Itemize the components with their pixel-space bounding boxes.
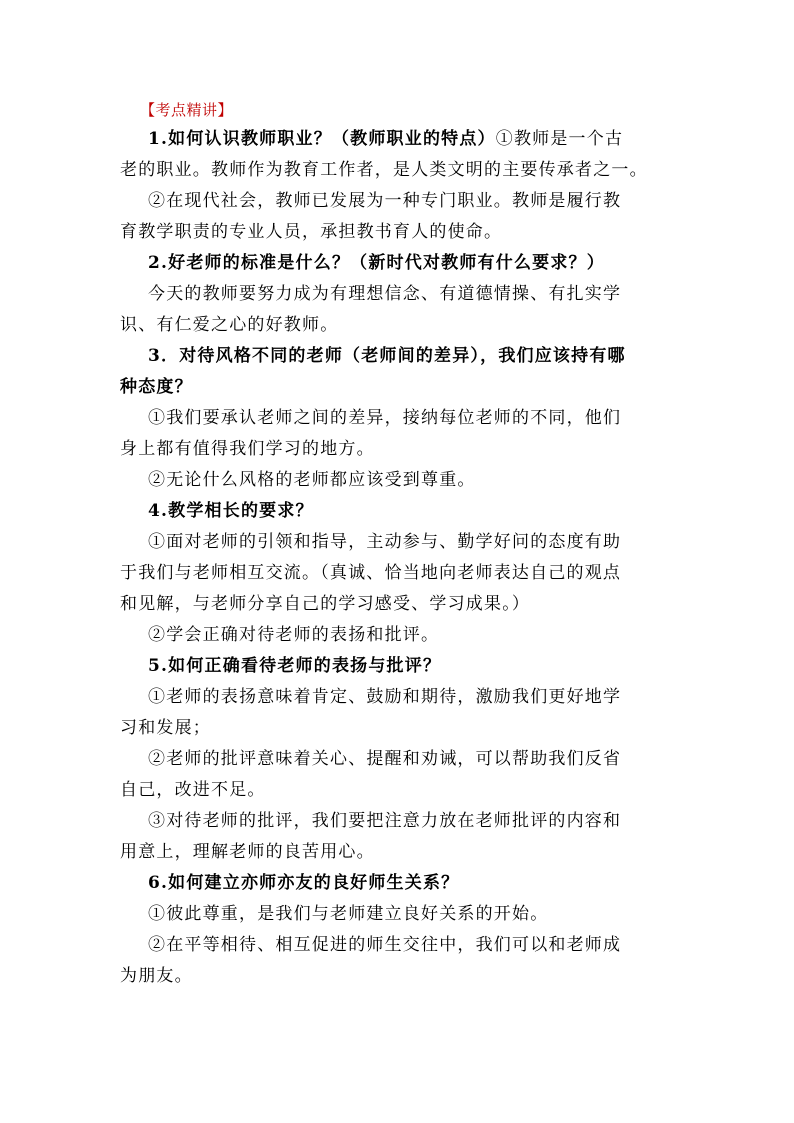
q5-answer-1-cont: 习和发展； [120,718,211,738]
q3-answer-2: ②无论什么风格的老师都应该受到尊重。 [148,470,476,490]
q3-answer-1: ①我们要承认老师之间的差异，接纳每位老师的不同，他们 [148,408,622,428]
q5-answer-1: ①老师的表扬意味着肯定、鼓励和期待，激励我们更好地学 [148,687,622,707]
document-body [120,96,680,992]
q2-title: 2.好老师的标准是什么？（新时代对教师有什么要求？） [148,253,605,273]
q6-answer-2-cont: 为朋友。 [120,966,193,986]
q1-answer-1-cont: 老的职业。教师作为教育工作者，是人类文明的主要传承者之一。 [120,160,648,180]
q5-answer-2-cont: 自己，改进不足。 [120,780,266,800]
section-tag: 【考点精讲】 [140,101,234,119]
q6-answer-2: ②在平等相待、相互促进的师生交往中，我们可以和老师成 [148,935,622,955]
q5-answer-2: ②老师的批评意味着关心、提醒和劝诫，可以帮助我们反省 [148,749,622,769]
q3-title: 3．对待风格不同的老师（老师间的差异），我们应该持有哪 [148,346,626,366]
q1-answer-2: ②在现代社会，教师已发展为一种专门职业。教师是履行教 [148,191,622,211]
q4-title: 4.教学相长的要求？ [148,501,314,521]
q1-title: 1.如何认识教师职业？（教师职业的特点） [148,129,496,149]
q2-answer-1: 今天的教师要努力成为有理想信念、有道德情操、有扎实学 [148,284,622,304]
q4-answer-2: ②学会正确对待老师的表扬和批评。 [148,625,440,645]
q3-title-cont: 种态度？ [120,377,193,397]
q5-answer-3-cont: 用意上，理解老师的良苦用心。 [120,842,375,862]
q1-answer-1-start: ①教师是一个古 [495,129,624,149]
q6-title: 6.如何建立亦师亦友的良好师生关系？ [148,873,460,893]
q4-answer-1-cont2: 和见解，与老师分享自己的学习感受、学习成果。） [120,594,531,614]
q4-answer-1: ①面对老师的引领和指导，主动参与、勤学好问的态度有助 [148,532,622,552]
q2-answer-1-cont: 识、有仁爱之心的好教师。 [120,315,339,335]
q6-answer-1: ①彼此尊重，是我们与老师建立良好关系的开始。 [148,904,549,924]
q3-answer-1-cont: 身上都有值得我们学习的地方。 [120,439,375,459]
q1-answer-2-cont: 育教学职责的专业人员，承担教书育人的使命。 [120,222,503,242]
q5-answer-3: ③对待老师的批评，我们要把注意力放在老师批评的内容和 [148,811,622,831]
q1-title-line [120,124,680,155]
q5-title: 5.如何正确看待老师的表扬与批评？ [148,656,442,676]
q4-answer-1-cont: 于我们与老师相互交流。（真诚、恰当地向老师表达自己的观点 [120,563,622,583]
